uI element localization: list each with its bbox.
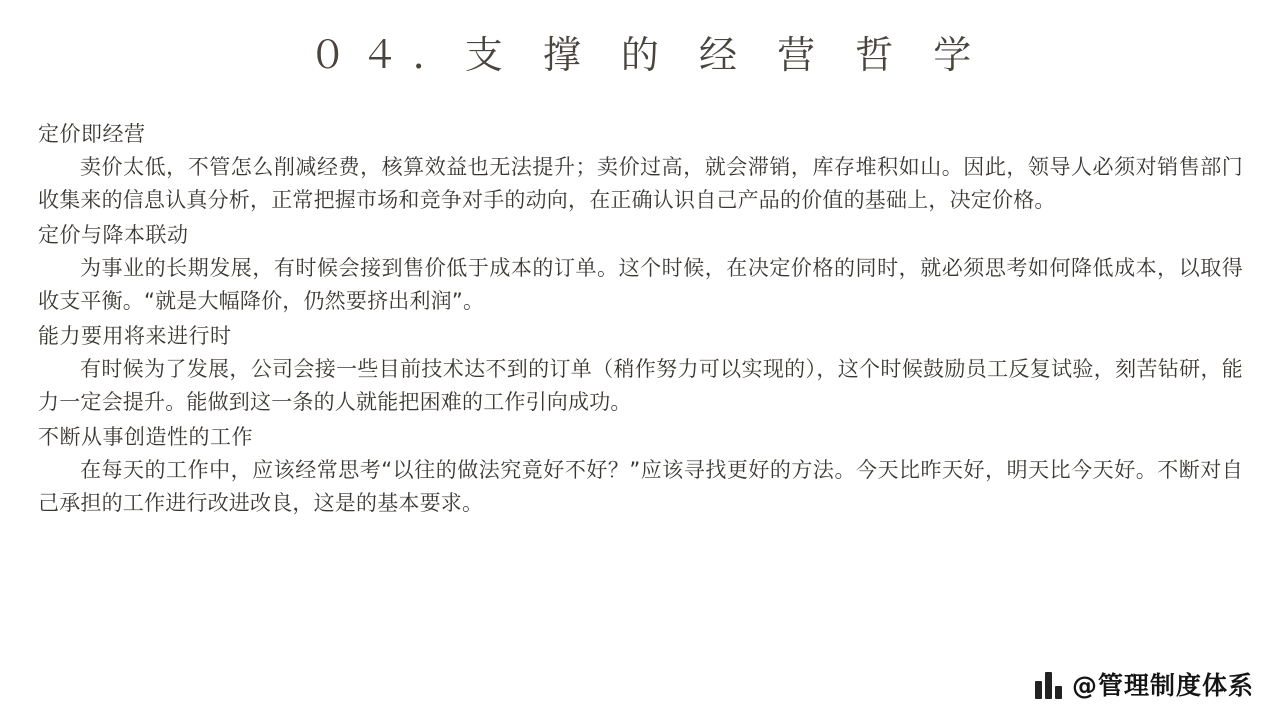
section-body: 卖价太低，不管怎么削减经费，核算效益也无法提升；卖价过高，就会滞销，库存堆积如山。因此，领导人必须对销售部门收集来的信息认真分析，正常把握市场和竞争对手的动向，在正确认识自己产品的价值的基础上，决定价格。 (38, 155, 1243, 212)
content-section (38, 421, 1243, 520)
toutiao-logo-icon (1035, 669, 1062, 699)
content-section (38, 219, 1243, 318)
section-heading: 不断从事创造性的工作 (38, 425, 253, 449)
watermark (1035, 666, 1254, 702)
content-section (38, 118, 1243, 217)
section-body: 为事业的长期发展，有时候会接到售价低于成本的订单。这个时候，在决定价格的同时，就必须思考如何降低成本，以取得收支平衡。“就是大幅降价，仍然要挤出利润”。 (38, 256, 1243, 313)
section-body: 在每天的工作中，应该经常思考“以往的做法究竟好不好？”应该寻找更好的方法。今天比昨天好，明天比今天好。不断对自己承担的工作进行改进改良，这是的基本要求。 (38, 458, 1243, 515)
watermark-label: @管理制度体系 (1071, 671, 1254, 700)
section-heading: 定价与降本联动 (38, 223, 189, 247)
slide-body (38, 118, 1243, 522)
section-heading: 定价即经营 (38, 122, 146, 146)
content-section (38, 320, 1243, 419)
section-heading: 能力要用将来进行时 (38, 324, 232, 348)
section-body: 有时候为了发展，公司会接一些目前技术达不到的订单（稍作努力可以实现的），这个时候鼓励员工反复试验，刻苦钻研，能力一定会提升。能做到这一条的人就能把困难的工作引向成功。 (38, 357, 1243, 414)
page-title: ０４．支 撑 的 经 营 哲 学 (308, 33, 986, 77)
